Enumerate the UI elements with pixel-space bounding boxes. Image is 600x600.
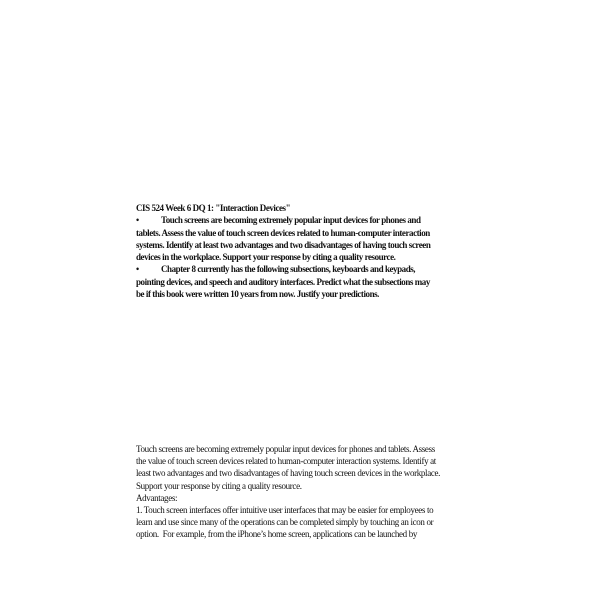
bullet-1-continuation-line: devices in the workplace. Support your response by citing a quality resource. bbox=[136, 252, 396, 262]
answer-advantages-heading: Advantages: bbox=[136, 492, 178, 503]
bullet-marker: • bbox=[136, 215, 140, 226]
answer-line: option. For example, from the iPhone’s home screen, applications can be launched by bbox=[136, 529, 418, 540]
answer-line: the value of touch screen devices related to human-computer interaction systems. Identify at bbox=[136, 456, 436, 467]
answer-line: Touch screens are becoming extremely popular input devices for phones and tablets. Assess bbox=[136, 444, 435, 454]
bullet-line-1 bbox=[136, 214, 476, 226]
bullet-line-2 bbox=[136, 263, 476, 275]
bullet-2-text: Chapter 8 currently has the following subsections, keyboards and keypads, bbox=[161, 264, 416, 275]
bullet-1-continuation-line: systems. Identify at least two advantages and two disadvantages of having touch screen bbox=[136, 239, 431, 250]
bullet-1-continuation-line: tablets. Assess the value of touch screen devices related to human-computer interaction bbox=[136, 227, 430, 238]
answer-line: learn and use since many of the operations can be completed simply by touching an icon or bbox=[136, 517, 434, 528]
bullet-2-continuation-line: be if this book were written 10 years from now. Justify your predictions. bbox=[136, 288, 379, 299]
document-title: CIS 524 Week 6 DQ 1: "Interaction Devices" bbox=[136, 203, 291, 213]
bullet-1-text: Touch screens are becoming extremely popular input devices for phones and bbox=[161, 215, 421, 226]
answer-line: 1. Touch screen interfaces offer intuitive user interfaces that may be easier for employees to bbox=[136, 505, 434, 516]
answer-text-block bbox=[136, 443, 481, 541]
bullet-marker: • bbox=[136, 264, 140, 275]
discussion-question-block bbox=[136, 202, 476, 300]
answer-line: Support your response by citing a quality resource. bbox=[136, 480, 302, 491]
bullet-2-continuation-line: pointing devices, and speech and auditory interfaces. Predict what the subsections may bbox=[136, 276, 430, 287]
answer-line: least two advantages and two disadvantages of having touch screen devices in the workplace. bbox=[136, 468, 441, 479]
